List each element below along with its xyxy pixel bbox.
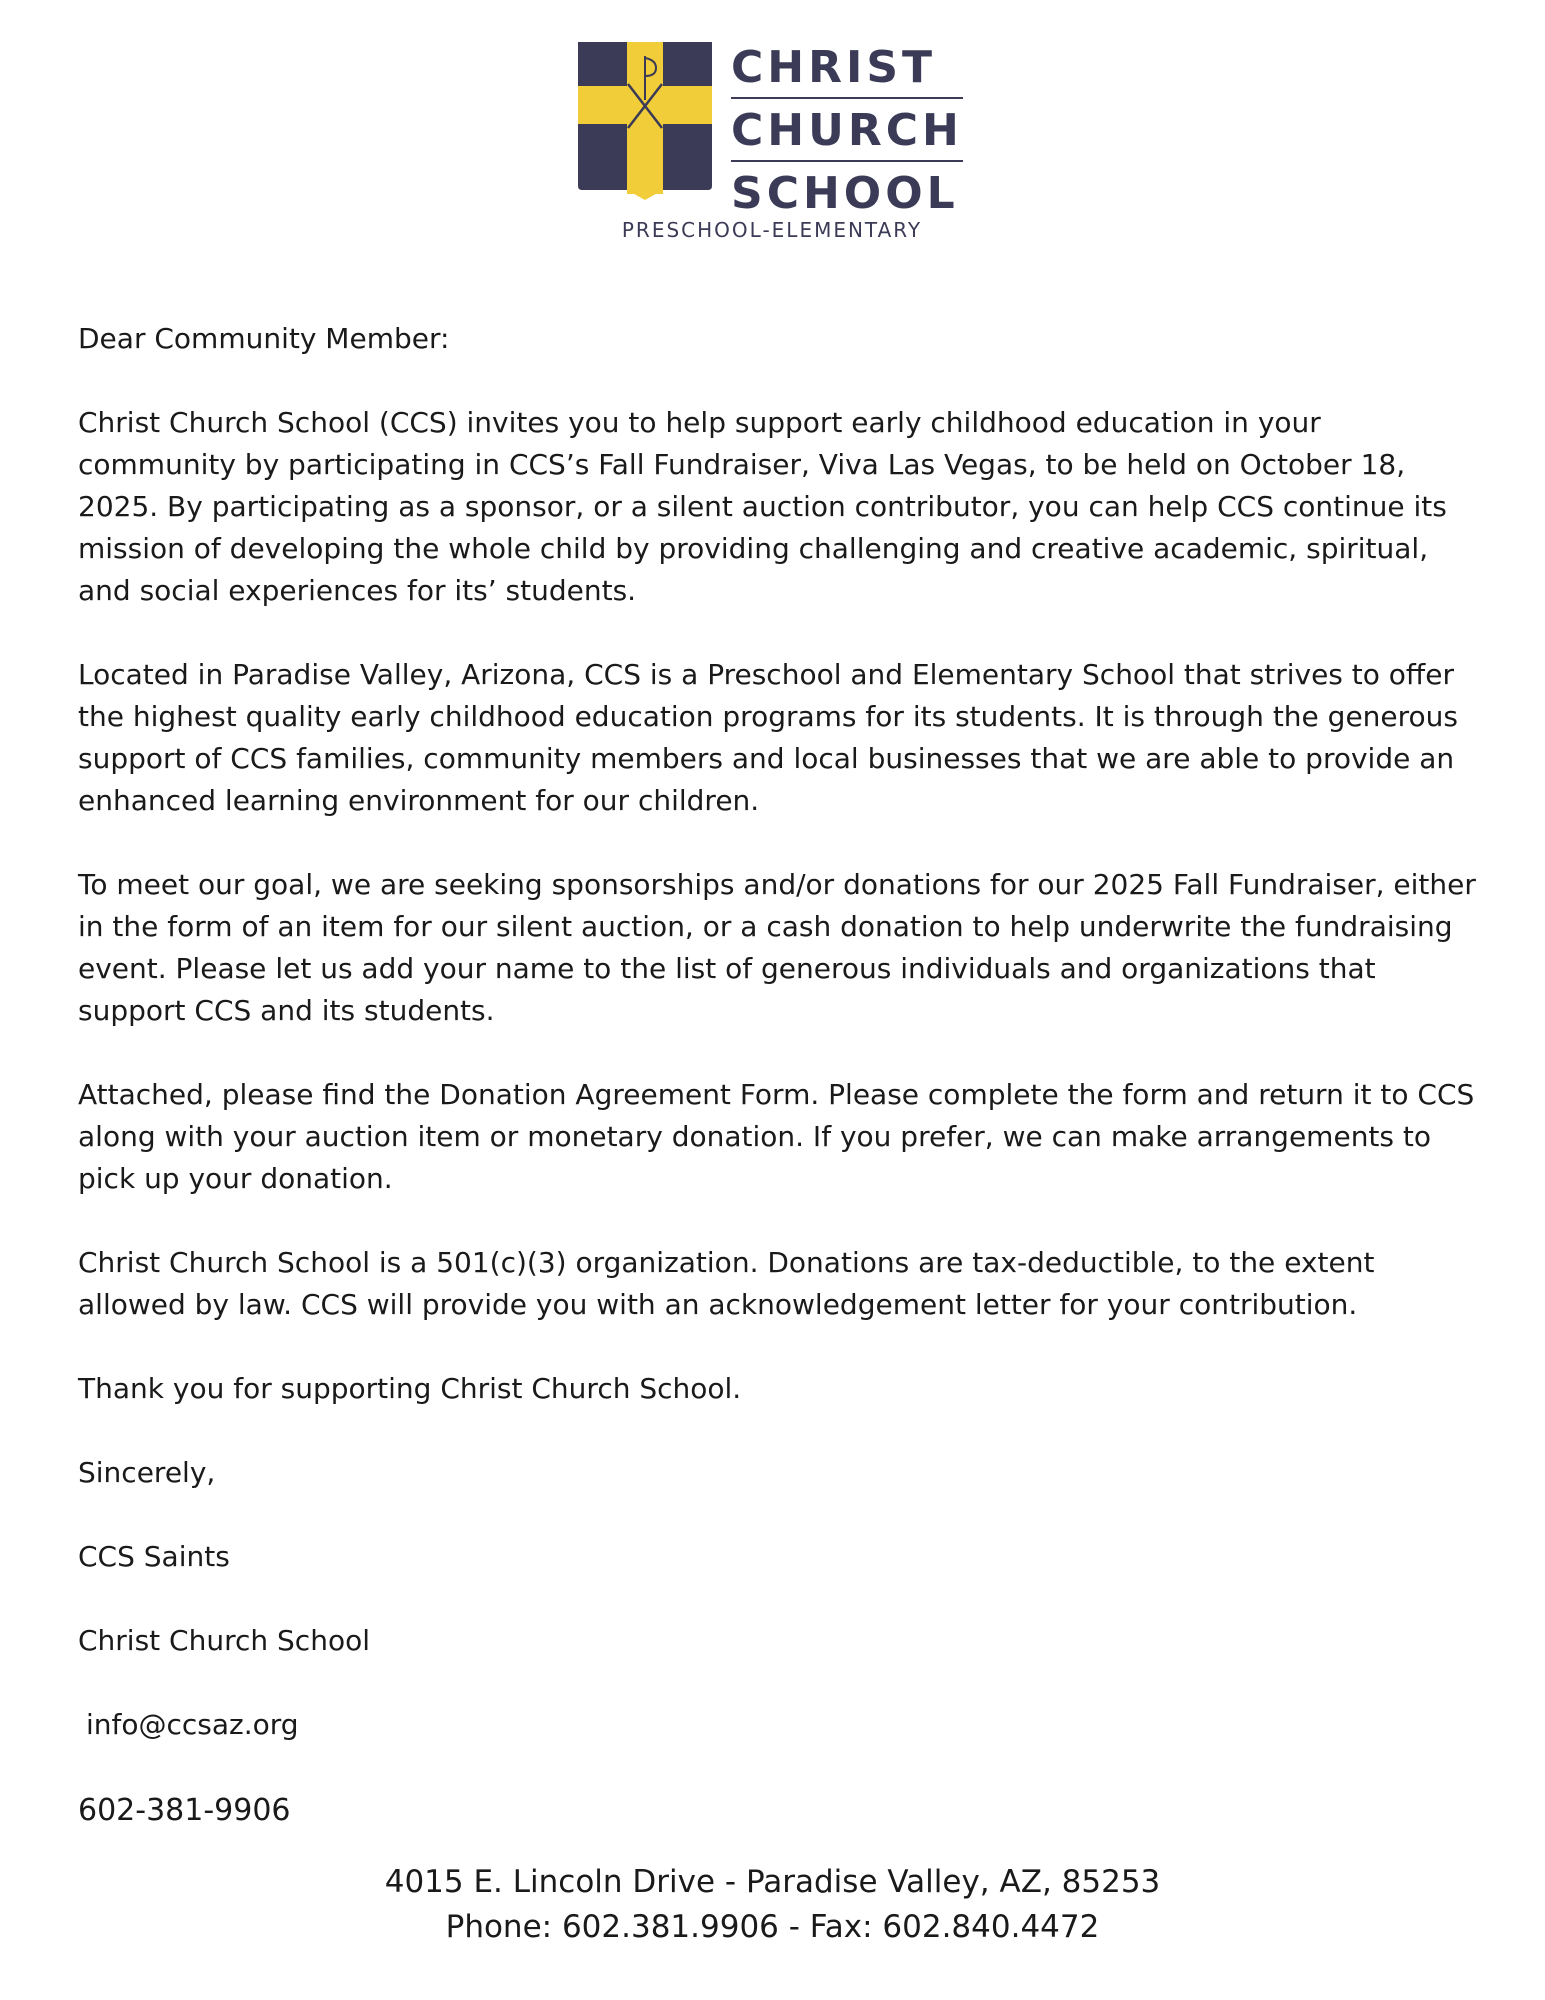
logo-divider (731, 97, 963, 99)
paragraph-thanks: Thank you for supporting Christ Church School. (78, 1372, 742, 1405)
logo-subtitle: PRESCHOOL-ELEMENTARY (621, 218, 923, 242)
logo-word-school: SCHOOL (731, 168, 959, 219)
paragraph-tax: Christ Church School is a 501(c)(3) organization. Donations are tax-deductible, to the extent allowed by law. CCS will provide you with an acknowledgement letter for your contribution. (78, 1246, 1375, 1321)
footer (0, 1860, 1545, 1950)
paragraph-invitation: Christ Church School (CCS) invites you to help support early childhood education in your community by participating in CCS’s Fall Fundraiser, Viva Las Vegas, to be held on October 18, 2025. By participating as a sponsor, or a silent auction contributor, you can help CCS continue its mission of developing the whole child by providing challenging and creative academic, spiritual, and social experiences for its’ students. (78, 406, 1447, 607)
shield-emblem-icon (576, 42, 714, 207)
letter-body (78, 318, 1478, 1876)
signature-block (78, 1536, 1478, 1834)
logo-wordmark (731, 42, 968, 220)
salutation: Dear Community Member: (78, 322, 450, 355)
signoff: Sincerely, (78, 1456, 216, 1489)
paragraph-goal: To meet our goal, we are seeking sponsorships and/or donations for our 2025 Fall Fundraiser, either in the form of an item for our silent auction, or a cash donation to help underwrite the fundraising event. Please let us add your name to the list of generous individuals and organizations that support CCS and its students. (78, 868, 1476, 1027)
paragraph-about: Located in Paradise Valley, Arizona, CCS is a Preschool and Elementary School that strives to offer the highest quality early childhood education programs for its students. It is through the generous support of CCS families, community members and local businesses that we are able to provide an enhanced learning environment for our children. (78, 658, 1458, 817)
school-logo (576, 42, 968, 247)
footer-contact: Phone: 602.381.9906 - Fax: 602.840.4472 (445, 1909, 1100, 1945)
logo-word-christ: CHRIST (731, 42, 937, 93)
footer-address: 4015 E. Lincoln Drive - Paradise Valley, AZ, 85253 (384, 1864, 1161, 1900)
logo-word-church: CHURCH (731, 105, 963, 156)
signature-email: info@ccsaz.org (86, 1708, 299, 1741)
signature-org: Christ Church School (78, 1624, 370, 1657)
signature-name: CCS Saints (78, 1540, 230, 1573)
paragraph-form: Attached, please find the Donation Agreement Form. Please complete the form and return it to CCS along with your auction item or monetary donation. If you prefer, we can make arrangements to pick up your donation. (78, 1078, 1475, 1195)
signature-phone: 602-381-9906 (78, 1793, 291, 1828)
logo-divider (731, 160, 963, 162)
